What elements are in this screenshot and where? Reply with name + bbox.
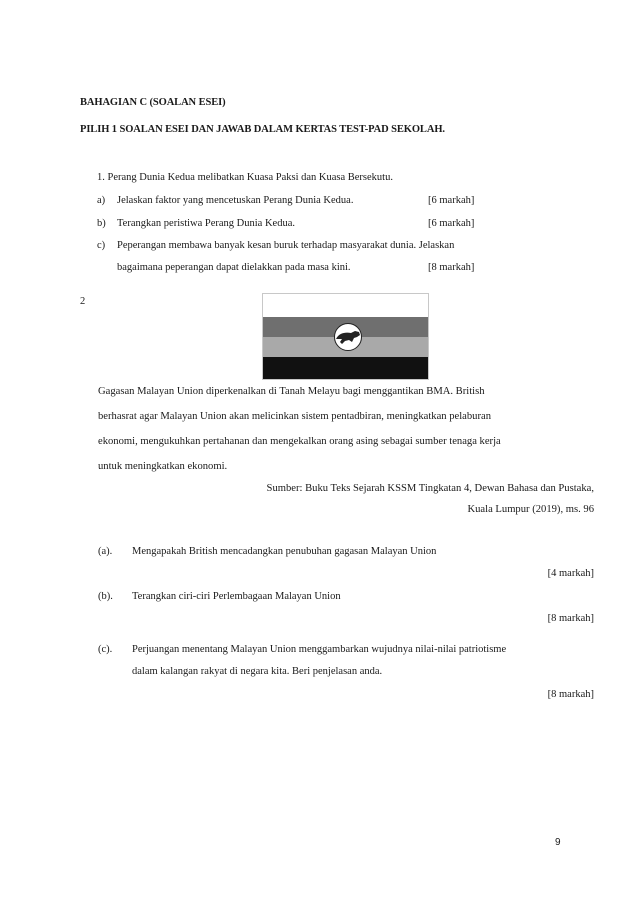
malayan-union-flag-image	[262, 293, 429, 380]
passage-line-4: untuk meningkatkan ekonomi.	[98, 461, 228, 472]
q1-item-c-text: Peperangan membawa banyak kesan buruk terhadap masyarakat dunia. Jelaskan	[117, 240, 455, 251]
flag-stripe-white	[263, 294, 428, 317]
q1-item-c-label: c)	[97, 240, 106, 251]
q1-item-c-marks: [8 markah]	[428, 262, 475, 273]
q2-item-c-text-line2: dalam kalangan rakyat di negara kita. Beri penjelasan anda.	[132, 666, 383, 677]
q1-item-b-label: b)	[97, 218, 106, 229]
passage-line-1: Gagasan Malayan Union diperkenalkan di Tanah Melayu bagi menggantikan BMA. British	[98, 386, 485, 397]
q1-item-c-text-line2: bagaimana peperangan dapat dielakkan pada masa kini.	[117, 262, 351, 273]
q1-item-a-label: a)	[97, 195, 106, 206]
q2-item-a-text: Mengapakah British mencadangkan penubuhan gagasan Malayan Union	[132, 546, 437, 557]
q2-item-c-marks: [8 markah]	[547, 689, 594, 700]
source-line-2: Kuala Lumpur (2019), ms. 96	[467, 504, 594, 515]
q1-item-b-marks: [6 markah]	[428, 218, 475, 229]
passage-line-2: berhasrat agar Malayan Union akan melicinkan sistem pentadbiran, meningkatkan pelaburan	[98, 411, 492, 422]
q2-item-c-label: (c).	[98, 644, 113, 655]
q1-item-a-text: Jelaskan faktor yang mencetuskan Perang Dunia Kedua.	[117, 195, 354, 206]
tiger-emblem-icon	[329, 322, 367, 352]
instruction: PILIH 1 SOALAN ESEI DAN JAWAB DALAM KERTAS TEST-PAD SEKOLAH.	[80, 124, 445, 135]
question-2-number: 2	[80, 296, 86, 307]
q2-item-a-marks: [4 markah]	[547, 568, 594, 579]
q1-item-b-text: Terangkan peristiwa Perang Dunia Kedua.	[117, 218, 295, 229]
q2-item-b-label: (b).	[98, 591, 113, 602]
source-line-1: Sumber: Buku Teks Sejarah KSSM Tingkatan 4, Dewan Bahasa dan Pustaka,	[266, 483, 594, 494]
q2-item-c-text: Perjuangan menentang Malayan Union menggambarkan wujudnya nilai-nilai patriotisme	[132, 644, 507, 655]
q1-item-a-marks: [6 markah]	[428, 195, 475, 206]
q2-item-b-text: Terangkan ciri-ciri Perlembagaan Malayan Union	[132, 591, 341, 602]
q2-item-a-label: (a).	[98, 546, 113, 557]
question-1-stem: 1. Perang Dunia Kedua melibatkan Kuasa Paksi dan Kuasa Bersekutu.	[97, 172, 393, 183]
passage-line-3: ekonomi, mengukuhkan pertahanan dan mengekalkan orang asing sebagai sumber tenaga kerja	[98, 436, 501, 447]
page-number: 9	[555, 837, 561, 848]
q2-item-b-marks: [8 markah]	[547, 613, 594, 624]
section-title: BAHAGIAN C (SOALAN ESEI)	[80, 97, 226, 108]
flag-stripe-black	[263, 357, 428, 380]
